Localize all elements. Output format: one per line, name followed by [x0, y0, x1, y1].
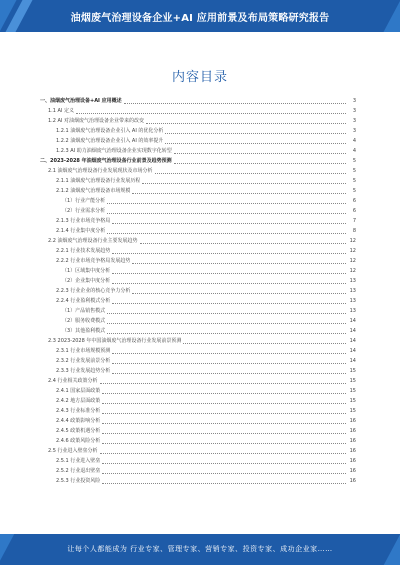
toc-heading: 内容目录: [171, 70, 228, 85]
toc-dot-leader: [102, 473, 346, 474]
toc-entry-label: 2.4.4 政策影响分析: [56, 418, 101, 424]
toc-entry-page-number: 16: [349, 478, 356, 484]
toc-entry-page-number: 16: [349, 428, 356, 434]
toc-entry-label: 2.4.6 政策风险分析: [56, 438, 101, 444]
toc-entry[interactable]: [40, 306, 356, 316]
toc-entry[interactable]: [40, 236, 356, 246]
toc-entry-page-number: 15: [349, 408, 356, 414]
toc-entry-label: 1.2.2 油烟废气治理设备企业引入 AI 的效率提升: [56, 138, 164, 144]
toc-dot-leader: [132, 193, 346, 194]
toc-entry-page-number: 16: [349, 458, 356, 464]
toc-entry-label: 2.4.3 行业标准分析: [56, 408, 101, 414]
toc-entry[interactable]: [40, 116, 356, 126]
toc-dot-leader: [107, 313, 346, 314]
toc-entry-label: 1.2.1 油烟废气治理设备企业引入 AI 的优化分析: [56, 128, 164, 134]
toc-entry[interactable]: [40, 446, 356, 456]
toc-entry-page-number: 7: [352, 218, 356, 224]
toc-entry-page-number: 16: [349, 418, 356, 424]
toc-dot-leader: [107, 233, 346, 234]
toc-entry-label: （2）服务收费模式: [62, 318, 106, 324]
toc-entry-label: 2.5.2 行业退出壁垒: [56, 468, 101, 474]
toc-dot-leader: [174, 153, 346, 154]
toc-dot-leader: [146, 123, 346, 124]
toc-entry-label: 2.1.2 油烟废气治理设备市场规模: [56, 188, 131, 194]
toc-entry-label: 2.3.1 行业市场规模预测: [56, 348, 111, 354]
toc-entry[interactable]: [40, 346, 356, 356]
toc-entry[interactable]: [40, 156, 356, 166]
toc-entry-page-number: 3: [352, 128, 356, 134]
toc-dot-leader: [102, 413, 346, 414]
toc-entry[interactable]: [40, 296, 356, 306]
toc-entry-label: （1）行业产能分析: [62, 198, 106, 204]
toc-dot-leader: [174, 163, 346, 164]
toc-dot-leader: [112, 373, 346, 374]
toc-dot-leader: [100, 453, 346, 454]
toc-entry[interactable]: [40, 176, 356, 186]
toc-entry[interactable]: [40, 386, 356, 396]
toc-dot-leader: [132, 263, 346, 264]
toc-dot-leader: [183, 343, 346, 344]
report-footer-banner: [0, 534, 400, 565]
toc-entry[interactable]: [40, 196, 356, 206]
toc-dot-leader: [100, 383, 346, 384]
toc-entry-label: 2.2.2 行业市场竞争格局发展趋势: [56, 258, 131, 264]
toc-entry-label: 2.5.3 行业投资风险: [56, 478, 101, 484]
toc-entry-page-number: 12: [349, 268, 356, 274]
toc-entry-page-number: 13: [349, 298, 356, 304]
toc-entry-page-number: 16: [349, 448, 356, 454]
toc-entry-page-number: 5: [352, 178, 356, 184]
toc-entry-page-number: 14: [349, 348, 356, 354]
toc-entry[interactable]: [40, 136, 356, 146]
toc-entry[interactable]: [40, 266, 356, 276]
toc-dot-leader: [107, 203, 346, 204]
toc-entry[interactable]: [40, 166, 356, 176]
toc-dot-leader: [112, 283, 346, 284]
toc-entry-label: 2.4.2 地方层面政策: [56, 398, 101, 404]
toc-entry[interactable]: [40, 186, 356, 196]
toc-entry-label: （2）企业集中度分析: [62, 278, 111, 284]
toc-dot-leader: [165, 143, 346, 144]
toc-entry[interactable]: [40, 336, 356, 346]
toc-entry-page-number: 16: [349, 438, 356, 444]
toc-entry[interactable]: [40, 476, 356, 486]
toc-dot-leader: [112, 303, 346, 304]
toc-entry-page-number: 5: [352, 188, 356, 194]
toc-dot-leader: [102, 403, 346, 404]
toc-entry-label: （1）区域集中度分析: [62, 268, 111, 274]
toc-entry-page-number: 14: [349, 358, 356, 364]
toc-entry-page-number: 13: [349, 278, 356, 284]
toc-entry-page-number: 15: [349, 398, 356, 404]
toc-entry[interactable]: [40, 256, 356, 266]
toc-entry-page-number: 6: [352, 198, 356, 204]
toc-dot-leader: [142, 183, 346, 184]
toc-entry-label: 二、2023-2028 年油烟废气治理设备行业前景及趋势预测: [40, 158, 172, 164]
toc-dot-leader: [102, 393, 346, 394]
toc-entry-page-number: 12: [349, 238, 356, 244]
toc-entry-page-number: 14: [349, 328, 356, 334]
toc-entry-page-number: 4: [352, 138, 356, 144]
toc-entry-page-number: 3: [352, 98, 356, 104]
toc-entry-page-number: 14: [349, 318, 356, 324]
table-of-contents: [40, 96, 356, 486]
toc-entry-label: 1.2.3 AI 助力油烟废气治理设备企业实现数字化转型: [56, 148, 172, 154]
toc-entry[interactable]: [40, 146, 356, 156]
toc-dot-leader: [107, 333, 346, 334]
toc-entry[interactable]: [40, 366, 356, 376]
toc-entry-page-number: 16: [349, 468, 356, 474]
toc-entry-label: （1）产品销售模式: [62, 308, 106, 314]
toc-entry[interactable]: [40, 356, 356, 366]
toc-entry[interactable]: [40, 326, 356, 336]
toc-entry-page-number: 15: [349, 378, 356, 384]
toc-entry[interactable]: [40, 406, 356, 416]
toc-entry-label: 2.5.1 行业进入壁垒: [56, 458, 101, 464]
toc-dot-leader: [102, 433, 346, 434]
toc-entry[interactable]: [40, 376, 356, 386]
report-title: 油烟废气治理设备企业+AI 应用前景及布局策略研究报告: [70, 13, 330, 24]
toc-dot-leader: [132, 293, 346, 294]
toc-entry[interactable]: [40, 276, 356, 286]
toc-entry-page-number: 6: [352, 208, 356, 214]
toc-dot-leader: [112, 363, 346, 364]
toc-entry[interactable]: [40, 226, 356, 236]
toc-entry-label: 1.1 AI 定义: [48, 108, 75, 114]
toc-entry[interactable]: [40, 286, 356, 296]
toc-entry-label: 2.2.3 行业企业的核心竞争力分析: [56, 288, 131, 294]
toc-dot-leader: [76, 113, 346, 114]
toc-entry-label: 一、油烟废气治理设备+AI 应用概述: [40, 98, 122, 104]
toc-entry[interactable]: [40, 396, 356, 406]
toc-entry-label: 2.4.1 国家层面政策: [56, 388, 101, 394]
toc-dot-leader: [102, 463, 346, 464]
toc-entry-label: 2.1 油烟废气治理设备行业发展现状及市场分析: [48, 168, 153, 174]
toc-entry[interactable]: [40, 126, 356, 136]
toc-entry[interactable]: [40, 466, 356, 476]
toc-entry-label: 2.1.4 行业集中度分析: [56, 228, 106, 234]
toc-entry-label: 2.2.1 行业技术发展趋势: [56, 248, 111, 254]
toc-entry-label: 2.1.1 油烟废气治理设备行业发展历程: [56, 178, 141, 184]
toc-entry-label: （2）行业需求分析: [62, 208, 106, 214]
report-header-banner: [0, 0, 400, 32]
toc-entry[interactable]: [40, 436, 356, 446]
toc-entry[interactable]: [40, 316, 356, 326]
toc-entry-label: 2.3 2023-2028 年中国油烟废气治理设备行业发展前景预测: [48, 338, 182, 344]
toc-dot-leader: [112, 253, 346, 254]
toc-entry-label: 2.2.4 行业盈利模式分析: [56, 298, 111, 304]
toc-entry-label: 2.1.3 行业市场竞争格局: [56, 218, 111, 224]
toc-entry[interactable]: [40, 416, 356, 426]
toc-entry[interactable]: [40, 426, 356, 436]
toc-dot-leader: [112, 273, 346, 274]
toc-entry-page-number: 12: [349, 248, 356, 254]
toc-entry-page-number: 13: [349, 288, 356, 294]
toc-entry-page-number: 5: [352, 158, 356, 164]
toc-dot-leader: [155, 173, 346, 174]
toc-entry-page-number: 8: [352, 228, 356, 234]
toc-dot-leader: [124, 103, 346, 104]
toc-entry[interactable]: [40, 96, 356, 106]
toc-dot-leader: [107, 213, 346, 214]
toc-entry[interactable]: [40, 216, 356, 226]
toc-entry-label: （3）其他盈利模式: [62, 328, 106, 334]
toc-entry-label: 2.4 行业相关政策分析: [48, 378, 98, 384]
toc-entry-page-number: 15: [349, 368, 356, 374]
toc-entry-page-number: 5: [352, 168, 356, 174]
toc-entry-label: 1.2 AI 对油烟废气治理设备企业带来的改变: [48, 118, 145, 124]
footer-slogan: 让每个人都能成为 行业专家、管理专家、营销专家、投资专家、成功企业家……: [67, 545, 333, 553]
toc-entry-page-number: 3: [352, 108, 356, 114]
toc-dot-leader: [107, 323, 346, 324]
toc-entry-page-number: 3: [352, 118, 356, 124]
toc-entry-label: 2.4.5 政策机遇分析: [56, 428, 101, 434]
toc-entry[interactable]: [40, 456, 356, 466]
toc-dot-leader: [112, 353, 346, 354]
toc-entry-page-number: 15: [349, 388, 356, 394]
toc-entry-label: 2.5 行业进入壁垒分析: [48, 448, 98, 454]
toc-entry-page-number: 4: [352, 148, 356, 154]
toc-entry-page-number: 13: [349, 308, 356, 314]
toc-entry[interactable]: [40, 106, 356, 116]
toc-entry[interactable]: [40, 246, 356, 256]
toc-dot-leader: [102, 423, 346, 424]
toc-entry-page-number: 14: [349, 338, 356, 344]
toc-entry-label: 2.2 油烟废气治理设备行业主要发展趋势: [48, 238, 138, 244]
toc-entry-page-number: 12: [349, 258, 356, 264]
toc-entry-label: 2.3.3 行业发展趋势分析: [56, 368, 111, 374]
toc-dot-leader: [112, 223, 346, 224]
toc-entry[interactable]: [40, 206, 356, 216]
toc-entry-label: 2.3.2 行业发展前景分析: [56, 358, 111, 364]
toc-dot-leader: [102, 483, 346, 484]
toc-dot-leader: [102, 443, 346, 444]
toc-dot-leader: [140, 243, 346, 244]
toc-dot-leader: [165, 133, 346, 134]
